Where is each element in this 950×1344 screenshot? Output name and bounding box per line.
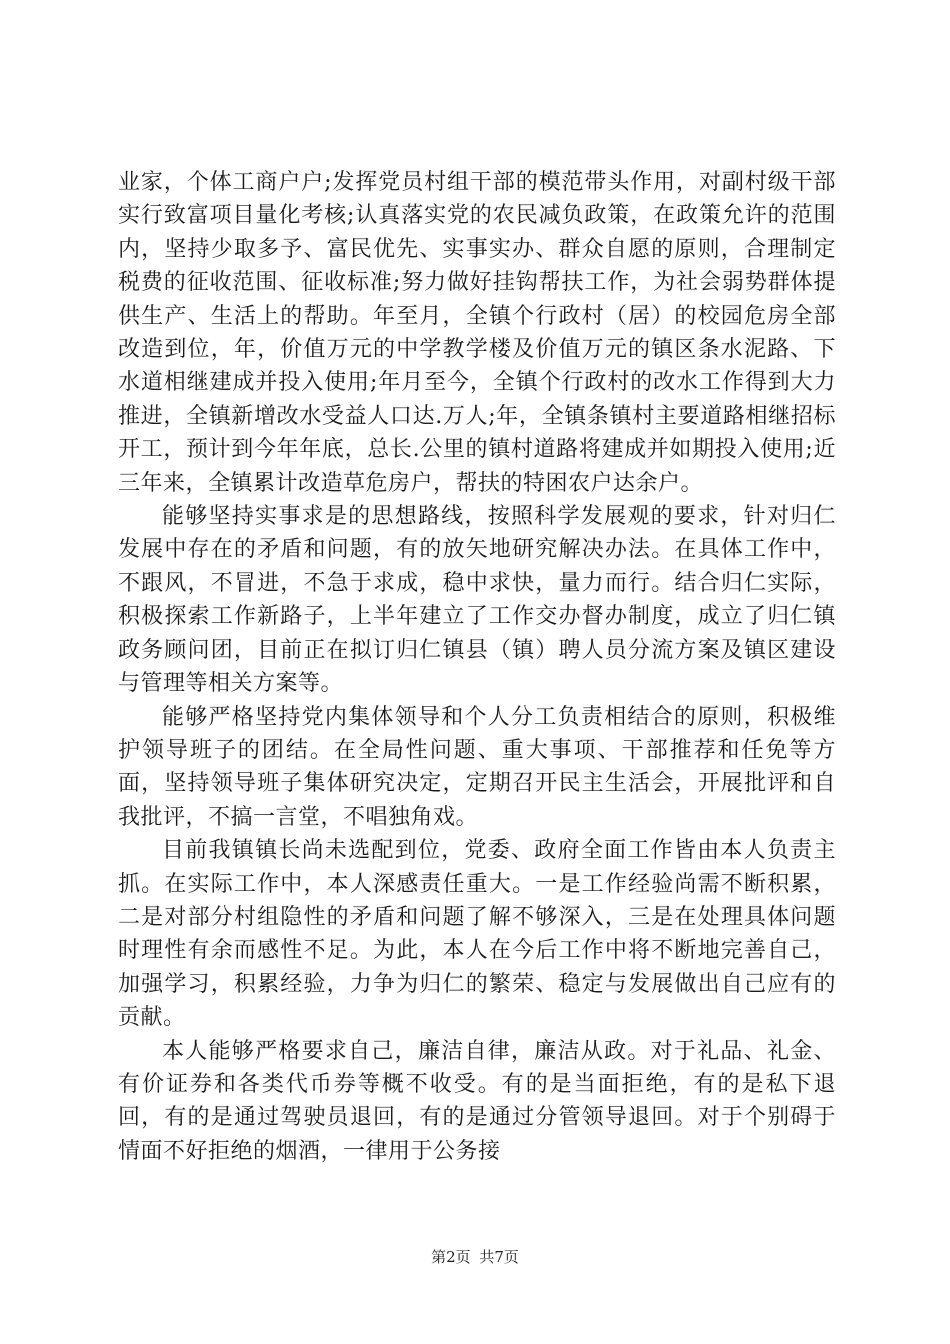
document-body <box>118 166 836 1168</box>
page-number: 第2页 <box>431 1248 471 1266</box>
page-footer <box>0 1246 950 1267</box>
paragraph-1: 业家，个体工商户户;发挥党员村组干部的模范带头作用，对副村级干部实行致富项目量化考核;认真落实党的农民减负政策，在政策允许的范围内，坚持少取多予、富民优先、实事实办、群众自愿的原则，合理制定税费的征收范围、征收标准;努力做好挂钩帮扶工作，为社会弱势群体提供生产、生活上的帮助。年至月，全镇个行政村（居）的校园危房全部改造到位，年，价值万元的中学教学楼及价值万元的镇区条水泥路、下水道相继建成并投入使用;年月至今，全镇个行政村的改水工作得到大力推进，全镇新增改水受益人口达.万人;年，全镇条镇村主要道路相继招标开工，预计到今年年底，总长.公里的镇村道路将建成并如期投入使用;近三年来，全镇累计改造草危房户，帮扶的特困农户达余户。 <box>118 170 836 496</box>
paragraph-4: 目前我镇镇长尚未选配到位，党委、政府全面工作皆由本人负责主抓。在实际工作中，本人深感责任重大。一是工作经验尚需不断积累，二是对部分村组隐性的矛盾和问题了解不够深入，三是在处理具体问题时理性有余而感性不足。为此，本人在今后工作中将不断地完善自己，加强学习，积累经验，力争为归仁的繁荣、稳定与发展做出自己应有的贡献。 <box>118 838 836 1031</box>
paragraph-5: 本人能够严格要求自己，廉洁自律，廉洁从政。对于礼品、礼金、有价证券和各类代币券等概不收受。有的是当面拒绝，有的是私下退回，有的是通过驾驶员退回，有的是通过分管领导退回。对于个别碍于情面不好拒绝的烟酒，一律用于公务接 <box>118 1038 836 1164</box>
paragraph-2: 能够坚持实事求是的思想路线，按照科学发展观的要求，针对归仁发展中存在的矛盾和问题，有的放矢地研究解决办法。在具体工作中，不跟风，不冒进，不急于求成，稳中求快，量力而行。结合归仁实际，积极探索工作新路子，上半年建立了工作交办督办制度，成立了归仁镇政务顾问团，目前正在拟订归仁镇县（镇）聘人员分流方案及镇区建设与管理等相关方案等。 <box>118 504 836 697</box>
paragraph-3: 能够严格坚持党内集体领导和个人分工负责相结合的原则，积极维护领导班子的团结。在全局性问题、重大事项、干部推荐和任免等方面，坚持领导班子集体研究决定，定期召开民主生活会，开展批评和自我批评，不搞一言堂，不唱独角戏。 <box>118 704 836 830</box>
page-total: 共7页 <box>479 1248 519 1266</box>
